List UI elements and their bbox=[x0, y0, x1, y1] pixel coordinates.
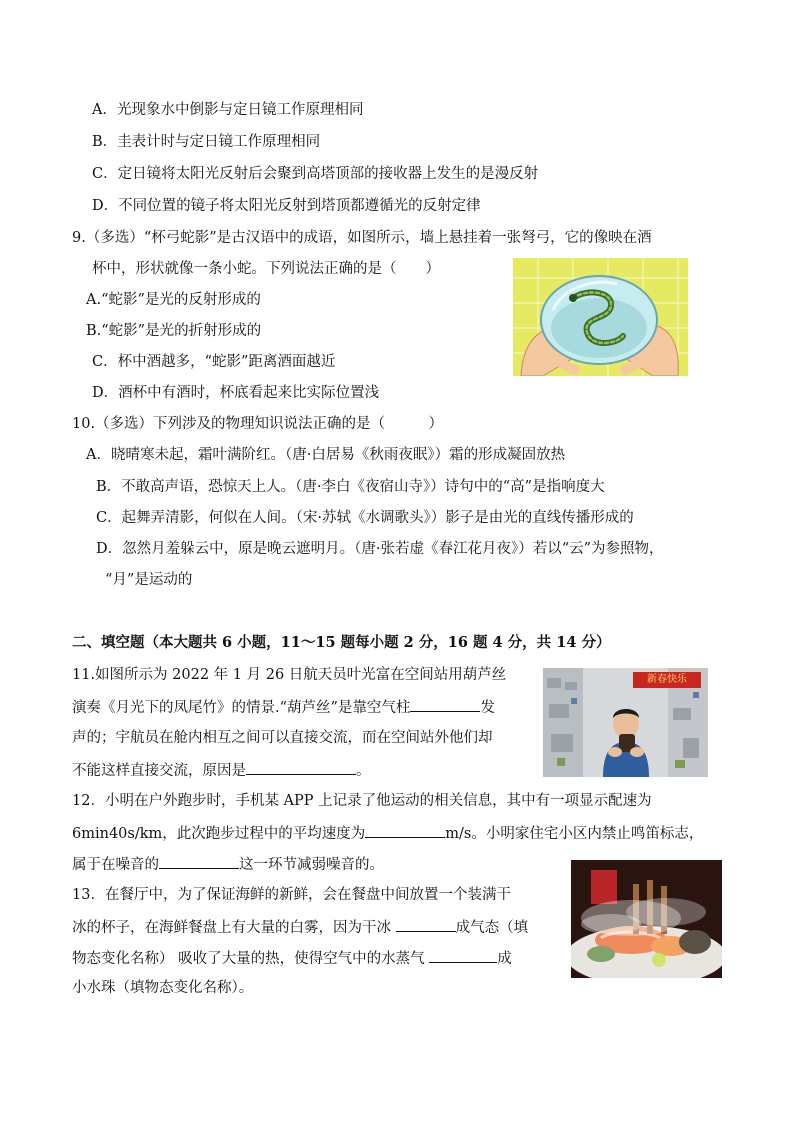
q9-option-c: C．杯中酒越多，“蛇影”距离酒面越近 bbox=[92, 354, 336, 370]
q8-option-b: B．圭表计时与定日镜工作原理相同 bbox=[92, 134, 321, 150]
q11-line2-tail: 发 bbox=[480, 700, 495, 716]
q9-option-a: A.“蛇影”是光的反射形成的 bbox=[86, 292, 261, 308]
q10-option-d: D．忽然月羞躲云中，原是晚云遮明月。（唐·张若虚《春江花月夜》）若以“云”为参照物， bbox=[96, 541, 664, 557]
q10-option-c: C．起舞弄清影，何似在人间。（宋·苏轼《水调歌头》）影子是由光的直线传播形成的 bbox=[96, 510, 634, 526]
q10-option-d-continuation: “月”是运动的 bbox=[105, 572, 193, 588]
q11-line4-text: 不能这样直接交流，原因是 bbox=[72, 763, 246, 779]
q12-blank-2[interactable] bbox=[159, 853, 239, 869]
q12-blank-1[interactable] bbox=[365, 822, 445, 838]
q13-blank-2[interactable] bbox=[429, 947, 497, 963]
q13-line2 bbox=[72, 916, 528, 938]
q13-line3 bbox=[72, 947, 512, 969]
q12-line2-tail: m/s。小明家住宅小区内禁止鸣笛标志， bbox=[445, 826, 704, 842]
q13-line4: 小水珠（填物态变化名称）。 bbox=[72, 980, 254, 996]
q10-stem: 10.（多选）下列涉及的物理知识说法正确的是（ ） bbox=[72, 416, 444, 432]
q12-line2 bbox=[72, 822, 703, 844]
q13-line2-tail: 成气态（填 bbox=[455, 920, 529, 936]
q11-line2 bbox=[72, 696, 495, 718]
q11-line2-text: 演奏《月光下的凤尾竹》的情景.“葫芦丝”是靠空气柱 bbox=[72, 700, 411, 716]
q8-option-a: A．光现象水中倒影与定日镜工作原理相同 bbox=[92, 102, 364, 118]
q8-option-c: C．定日镜将太阳光反射后会聚到高塔顶部的接收器上发生的是漫反射 bbox=[92, 166, 539, 182]
q13-line3-tail: 成 bbox=[497, 951, 512, 967]
q11-line3: 声的；宇航员在舱内相互之间可以直接交流，而在空间站外他们却 bbox=[72, 730, 493, 746]
section-2-title: 二、填空题（本大题共 6 小题，11～15 题每小题 2 分，16 题 4 分，共 14 分） bbox=[72, 634, 611, 651]
q10-option-a: A．晓晴寒未起，霜叶满阶红。（唐·白居易《秋雨夜眠》）霜的形成凝固放热 bbox=[86, 447, 566, 463]
q13-line2-text: 冰的杯子，在海鲜餐盘上有大量的白雾，因为干冰 bbox=[72, 920, 396, 936]
q12-line2-text: 6min40s/km，此次跑步过程中的平均速度为 bbox=[72, 826, 366, 842]
q9-snake-cup-figure bbox=[513, 258, 688, 376]
q11-blank-2[interactable] bbox=[246, 759, 356, 775]
q12-line3-tail: 这一环节减弱噪音的。 bbox=[239, 857, 384, 873]
q11-blank-1[interactable] bbox=[410, 696, 480, 712]
q11-line1: 11.如图所示为 2022 年 1 月 26 日航天员叶光富在空间站用葫芦丝 bbox=[72, 667, 507, 683]
q13-seafood-photo bbox=[571, 860, 722, 978]
q12-line3 bbox=[72, 853, 384, 875]
q11-line4 bbox=[72, 759, 371, 781]
q12-line1: 12．小明在户外跑步时，手机某 APP 上记录了他运动的相关信息，其中有一项显示配速为 bbox=[72, 793, 652, 809]
q11-astronaut-photo bbox=[543, 668, 708, 777]
q13-blank-1[interactable] bbox=[396, 916, 456, 932]
q12-line3-text: 属于在噪音的 bbox=[72, 857, 159, 873]
q9-option-b: B.“蛇影”是光的折射形成的 bbox=[86, 323, 262, 339]
q9-stem-line1: 9.（多选）“杯弓蛇影”是古汉语中的成语，如图所示，墙上悬挂着一张弩弓，它的像映在酒 bbox=[72, 230, 652, 246]
q10-option-b: B．不敢高声语，恐惊天上人。（唐·李白《夜宿山寺》）诗句中的“高”是指响度大 bbox=[96, 479, 605, 495]
q13-line1: 13．在餐厅中，为了保证海鲜的新鲜，会在餐盘中间放置一个装满干 bbox=[72, 887, 511, 903]
q11-line4-tail: 。 bbox=[356, 763, 371, 779]
q9-stem-line2: 杯中，形状就像一条小蛇。下列说法正确的是（ ） bbox=[92, 261, 440, 277]
q9-option-d: D．酒杯中有酒时，杯底看起来比实际位置浅 bbox=[92, 385, 380, 401]
q11-photo-banner: 新春快乐 bbox=[647, 674, 687, 685]
q13-line3-text: 物态变化名称） 吸收了大量的热，使得空气中的水蒸气 bbox=[72, 951, 430, 967]
q8-option-d: D．不同位置的镜子将太阳光反射到塔顶都遵循光的反射定律 bbox=[92, 198, 481, 214]
